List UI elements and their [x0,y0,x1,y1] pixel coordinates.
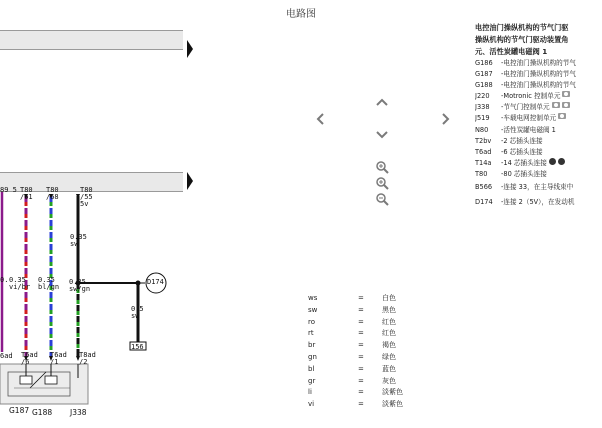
color-abbr: li [308,388,312,397]
color-eq: = [358,294,364,302]
legend-item [475,69,602,80]
color-eq: = [358,329,364,338]
color-name: 蓝色 [382,364,396,373]
color-row [308,293,403,305]
pin-label: T80 /68 [46,186,59,201]
legend-desc: 14 芯插头连接 [503,158,547,167]
connector-label: T6ad /1 [50,351,67,366]
legend-heading-line: 元、活性炭罐电磁阀 1 [475,47,548,56]
color-name: 白色 [382,294,396,302]
color-abbr: gn [308,352,317,361]
color-name: 红色 [382,317,396,326]
legend-code: G187 [475,70,493,79]
color-row [308,387,403,399]
color-name: 灰色 [382,376,396,385]
legend-desc: 连接 33，在主导线束中 [503,183,574,192]
legend-dash: - [501,147,504,156]
legend-code: T6ad [475,147,492,156]
page-title: 电路图 [286,9,316,20]
color-abbr: bl [308,364,315,373]
wire-label: 0.35 sw/gn [69,278,91,293]
zoom-out-icon[interactable] [375,192,391,208]
legend-heading-line: 电控油门操纵机构的节气门驱 [475,23,569,32]
color-abbr: ws [308,294,318,302]
legend-code: N80 [475,125,489,134]
wire-label: 0.35 sw [70,233,87,248]
legend-code: T80 [475,169,488,178]
color-abbr: vi [308,400,315,409]
connector-label: T6ad /6 [21,351,38,366]
color-name: 绿色 [382,352,396,361]
splice-label: D174 [147,278,164,286]
connector-view-icon[interactable] [558,158,565,165]
legend-code: J220 [475,92,490,101]
up-chevron-icon[interactable] [374,95,390,111]
connector-label: T8ad /2 [79,351,96,366]
camera-icon[interactable] [558,113,566,119]
legend-code: T2bv [475,136,492,145]
legend-desc: 电控油门操纵机构的节气 [503,81,576,90]
legend-desc: 车载电网控制单元 [503,114,557,123]
legend-desc: 电控油门操纵机构的节气 [503,70,576,79]
ground-label: 156 [131,343,144,351]
legend-dash: - [501,59,504,67]
legend-desc: Motronic 控制单元 [503,92,561,101]
legend-item [475,113,602,124]
legend-desc: 活性炭罐电磁阀 1 [503,125,556,134]
legend-desc: 6 芯插头连接 [503,147,543,156]
legend-item [475,91,602,102]
camera-icon[interactable] [552,102,560,108]
color-eq: = [358,400,364,409]
component-box [0,364,88,404]
color-name: 淡紫色 [382,388,403,397]
component-label: J338 [70,408,87,417]
legend-code: G186 [475,59,493,67]
connector-view-icon[interactable] [549,158,556,165]
color-row [308,364,403,376]
legend-item [475,58,602,69]
connector-label: 6ad [0,352,13,360]
legend-code: D174 [475,198,493,207]
component-label: G188 [32,408,53,417]
legend-desc: 连接 2（5V），在发动机 [503,198,575,207]
wire-label: 0.5 sw [131,305,144,320]
wire-color-table [308,293,403,411]
component-label: G187 [9,406,30,415]
color-abbr: rt [308,329,314,338]
legend-desc: 80 芯插头连接 [503,169,547,178]
sensor-element [20,376,32,384]
color-row [308,328,403,340]
color-abbr: ro [308,317,316,326]
legend-code: B566 [475,183,493,192]
color-name: 淡紫色 [382,400,403,409]
color-abbr: sw [308,305,318,314]
legend-code: G188 [475,81,493,90]
legend-dash: - [501,136,504,145]
zoom-in-icon[interactable] [375,176,391,192]
legend-code: J338 [475,103,490,112]
legend-item [475,197,602,208]
legend-desc: 电控油门操纵机构的节气 [503,59,576,67]
legend-item [475,125,602,136]
wire-label: 0.35 bl/gn [38,276,60,291]
legend-item [475,169,602,180]
legend-dash: - [501,158,504,167]
color-eq: = [358,317,364,326]
legend-item [475,136,602,147]
legend-item [475,80,602,91]
color-eq: = [358,364,364,373]
color-abbr: gr [308,376,316,385]
color-name: 红色 [382,329,396,338]
color-eq: = [358,376,364,385]
legend-dash: - [501,114,504,123]
color-row [308,376,403,388]
legend-desc: 2 芯插头连接 [503,136,543,145]
color-abbr: br [308,341,316,350]
sensor-element [45,376,57,384]
legend-item [475,182,602,193]
legend-dash: - [501,103,504,112]
zoom-in-icon[interactable] [375,160,391,176]
legend-dash: - [501,183,504,192]
down-chevron-icon[interactable] [374,126,390,142]
legend-dash: - [501,92,504,101]
left-chevron-icon[interactable] [313,111,329,127]
color-row [308,340,403,352]
pin-label: T80 /61 [20,186,33,201]
component-legend [475,22,602,208]
camera-icon[interactable] [562,102,570,108]
color-eq: = [358,305,364,314]
legend-dash: - [501,125,504,134]
color-row [308,352,403,364]
pin-label-partial: 89 5 [0,186,17,194]
legend-item [475,147,602,158]
wire-label: 0.35 vi/br [9,276,31,291]
legend-heading-line: 操纵机构的节气门驱动装置角 [475,35,569,44]
color-name: 黑色 [382,305,396,314]
legend-code: T14a [475,158,492,167]
color-row [308,399,403,411]
color-eq: = [358,388,364,397]
legend-dash: - [501,169,504,178]
color-eq: = [358,352,364,361]
color-row [308,305,403,317]
junction-dot [136,281,141,286]
color-row [308,317,403,329]
camera-icon[interactable] [562,91,570,97]
right-chevron-icon[interactable] [437,111,453,127]
color-name: 褐色 [382,341,396,350]
pin-label: T80 /55 5v [80,186,93,208]
color-eq: = [358,341,364,350]
legend-dash: - [501,198,504,207]
wire-label-partial: 0. [0,276,9,284]
legend-desc: 节气门控制单元 [503,103,550,112]
legend-item [475,158,602,169]
legend-item [475,102,602,113]
legend-dash: - [501,81,504,90]
legend-code: J519 [475,114,490,123]
legend-dash: - [501,70,504,79]
